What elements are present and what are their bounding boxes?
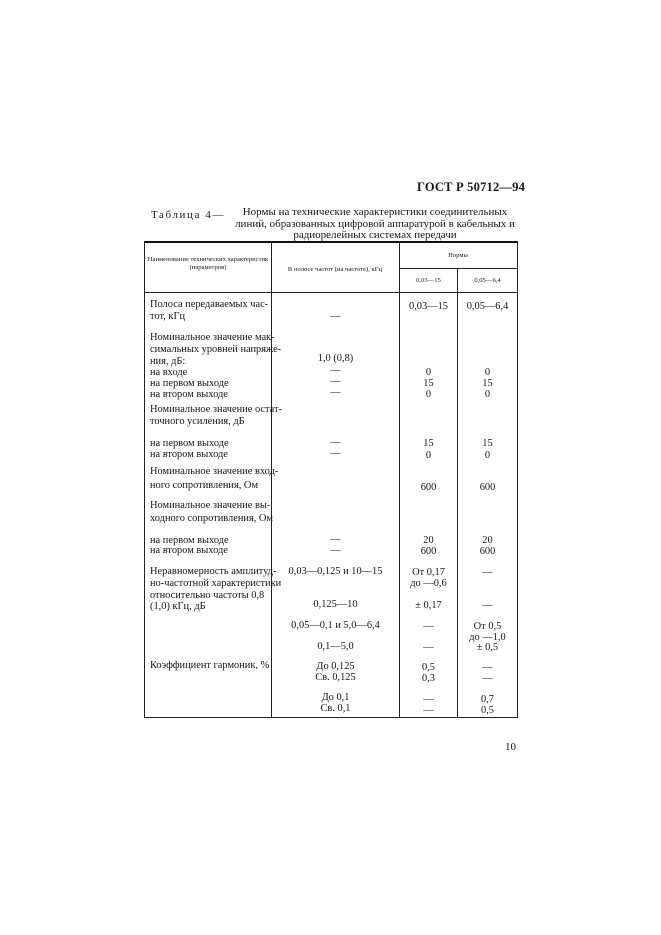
norm2-cell: 15 xyxy=(482,378,493,389)
band-cell: 0,05—0,1 и 5,0—6,4 xyxy=(291,620,380,631)
header-parameter: Наименование технических характеристик (параметров) xyxy=(147,256,269,271)
param-gain-line2: точного усиления, дБ xyxy=(150,416,245,427)
table-top-rule xyxy=(144,241,517,243)
band-cell: — xyxy=(330,387,341,398)
param-output-impedance-line2: ходного сопротивления, Ом xyxy=(150,513,273,524)
band-cell: — xyxy=(330,534,341,545)
header-frequency-band: В полосе частот (на частоте), кГц xyxy=(287,266,383,273)
param-first-output: на первом выходе xyxy=(150,535,229,546)
param-frequency-response-line2: но-частотной характеристики xyxy=(150,578,282,589)
band-cell: Св. 0,125 xyxy=(315,672,356,683)
param-levels-line2: симальных уровней напряже- xyxy=(150,344,282,355)
param-levels-line1: Номинальное значение мак- xyxy=(150,332,275,343)
band-cell: До 0,1 xyxy=(321,692,350,703)
norm1-cell: 600 xyxy=(420,546,437,557)
norm-header-rule xyxy=(399,268,517,269)
band-cell: — xyxy=(330,437,341,448)
norm1-cell: — xyxy=(423,705,434,716)
norm1-cell: до —0,6 xyxy=(410,578,447,589)
norm1-cell: — xyxy=(423,694,434,705)
norm2-cell: 0 xyxy=(484,450,491,461)
param-second-output: на втором выходе xyxy=(150,389,228,400)
param-levels-line3: ния, дБ: xyxy=(150,356,186,367)
param-output-impedance-line1: Номинальное значение вы- xyxy=(150,500,271,511)
table-caption: Нормы на технические характеристики соединительных линий, образованных цифровой аппаратурой в кабельных и радиорелейных системах передачи xyxy=(235,206,515,241)
param-frequency-response-line4: (1,0) кГц, дБ xyxy=(150,601,206,612)
norm1-cell: 0 xyxy=(425,389,432,400)
norm1-cell: ± 0,17 xyxy=(415,600,442,611)
norm2-cell: 0,5 xyxy=(481,705,494,716)
param-input: на входе xyxy=(150,367,188,378)
norm2-cell: 15 xyxy=(482,438,493,449)
norm1-cell: 600 xyxy=(420,482,437,493)
norm2-cell: 20 xyxy=(482,535,493,546)
band-cell: — xyxy=(330,376,341,387)
norm2-cell: — xyxy=(482,567,493,578)
norm1-cell: 0 xyxy=(425,367,432,378)
band-cell: 1,0 (0,8) xyxy=(317,353,354,364)
norm2-cell: 0,7 xyxy=(481,694,494,705)
param-gain-line1: Номинальное значение остат- xyxy=(150,404,283,415)
band-cell: 0,125—10 xyxy=(313,599,358,610)
param-band-line2: тот, кГц xyxy=(150,311,186,322)
param-harmonics: Коэффициент гармоник, % xyxy=(150,660,270,671)
header-bottom-rule xyxy=(144,292,517,293)
norm2-cell: до —1,0 xyxy=(469,632,506,643)
param-input-impedance-line2: ного сопротивления, Ом xyxy=(150,480,259,491)
param-frequency-response-line3: относительно частоты 0,8 xyxy=(150,590,265,601)
norm2-cell: 600 xyxy=(479,546,496,557)
norm2-cell: От 0,5 xyxy=(473,621,502,632)
param-first-output: на первом выходе xyxy=(150,378,229,389)
norm1-cell: 15 xyxy=(423,378,434,389)
param-second-output: на втором выходе xyxy=(150,449,228,460)
norm1-cell: 0,5 xyxy=(422,662,435,673)
norm2-cell: ± 0,5 xyxy=(476,642,499,653)
norm1-cell: — xyxy=(423,642,434,653)
band-cell: Св. 0,1 xyxy=(320,703,351,714)
norm1-cell: От 0,17 xyxy=(412,567,445,578)
band-cell: — xyxy=(330,545,341,556)
norm2-cell: 0 xyxy=(484,367,491,378)
band-cell: До 0,125 xyxy=(316,661,355,672)
header-norm-1: 0,03—15 xyxy=(416,277,441,284)
band-cell: 0,1—5,0 xyxy=(317,641,354,652)
param-second-output: на втором выходе xyxy=(150,545,228,556)
band-cell: — xyxy=(330,365,341,376)
document-code: ГОСТ Р 50712—94 xyxy=(417,180,526,194)
norm1-cell: 15 xyxy=(423,438,434,449)
norm1-cell: 0,03—15 xyxy=(409,301,448,312)
header-norms: Нормы xyxy=(448,252,468,259)
norm2-cell: 600 xyxy=(479,482,496,493)
norm2-cell: 0 xyxy=(484,389,491,400)
norm1-cell: 0 xyxy=(425,450,432,461)
norm1-cell: 20 xyxy=(423,535,434,546)
param-band-line1: Полоса передаваемых час- xyxy=(150,299,269,310)
band-cell: — xyxy=(330,311,341,322)
page-number: 10 xyxy=(505,741,516,753)
table-right-border xyxy=(517,241,518,718)
table-left-border xyxy=(144,241,145,718)
norm2-cell: — xyxy=(482,673,493,684)
norm1-cell: — xyxy=(423,621,434,632)
param-input-impedance-line1: Номинальное значение вход- xyxy=(150,466,279,477)
table-label: Таблица 4— xyxy=(151,209,226,221)
norm2-cell: — xyxy=(482,600,493,611)
band-cell: — xyxy=(330,448,341,459)
norm2-cell: 0,05—6,4 xyxy=(466,301,509,312)
norm2-cell: — xyxy=(482,662,493,673)
band-cell: 0,03—0,125 и 10—15 xyxy=(288,566,383,577)
header-norm-2: 0,05—6,4 xyxy=(474,277,501,284)
param-frequency-response-line1: Неравномерность амплитуд- xyxy=(150,566,277,577)
param-first-output: на первом выходе xyxy=(150,438,229,449)
norm1-cell: 0,3 xyxy=(422,673,435,684)
